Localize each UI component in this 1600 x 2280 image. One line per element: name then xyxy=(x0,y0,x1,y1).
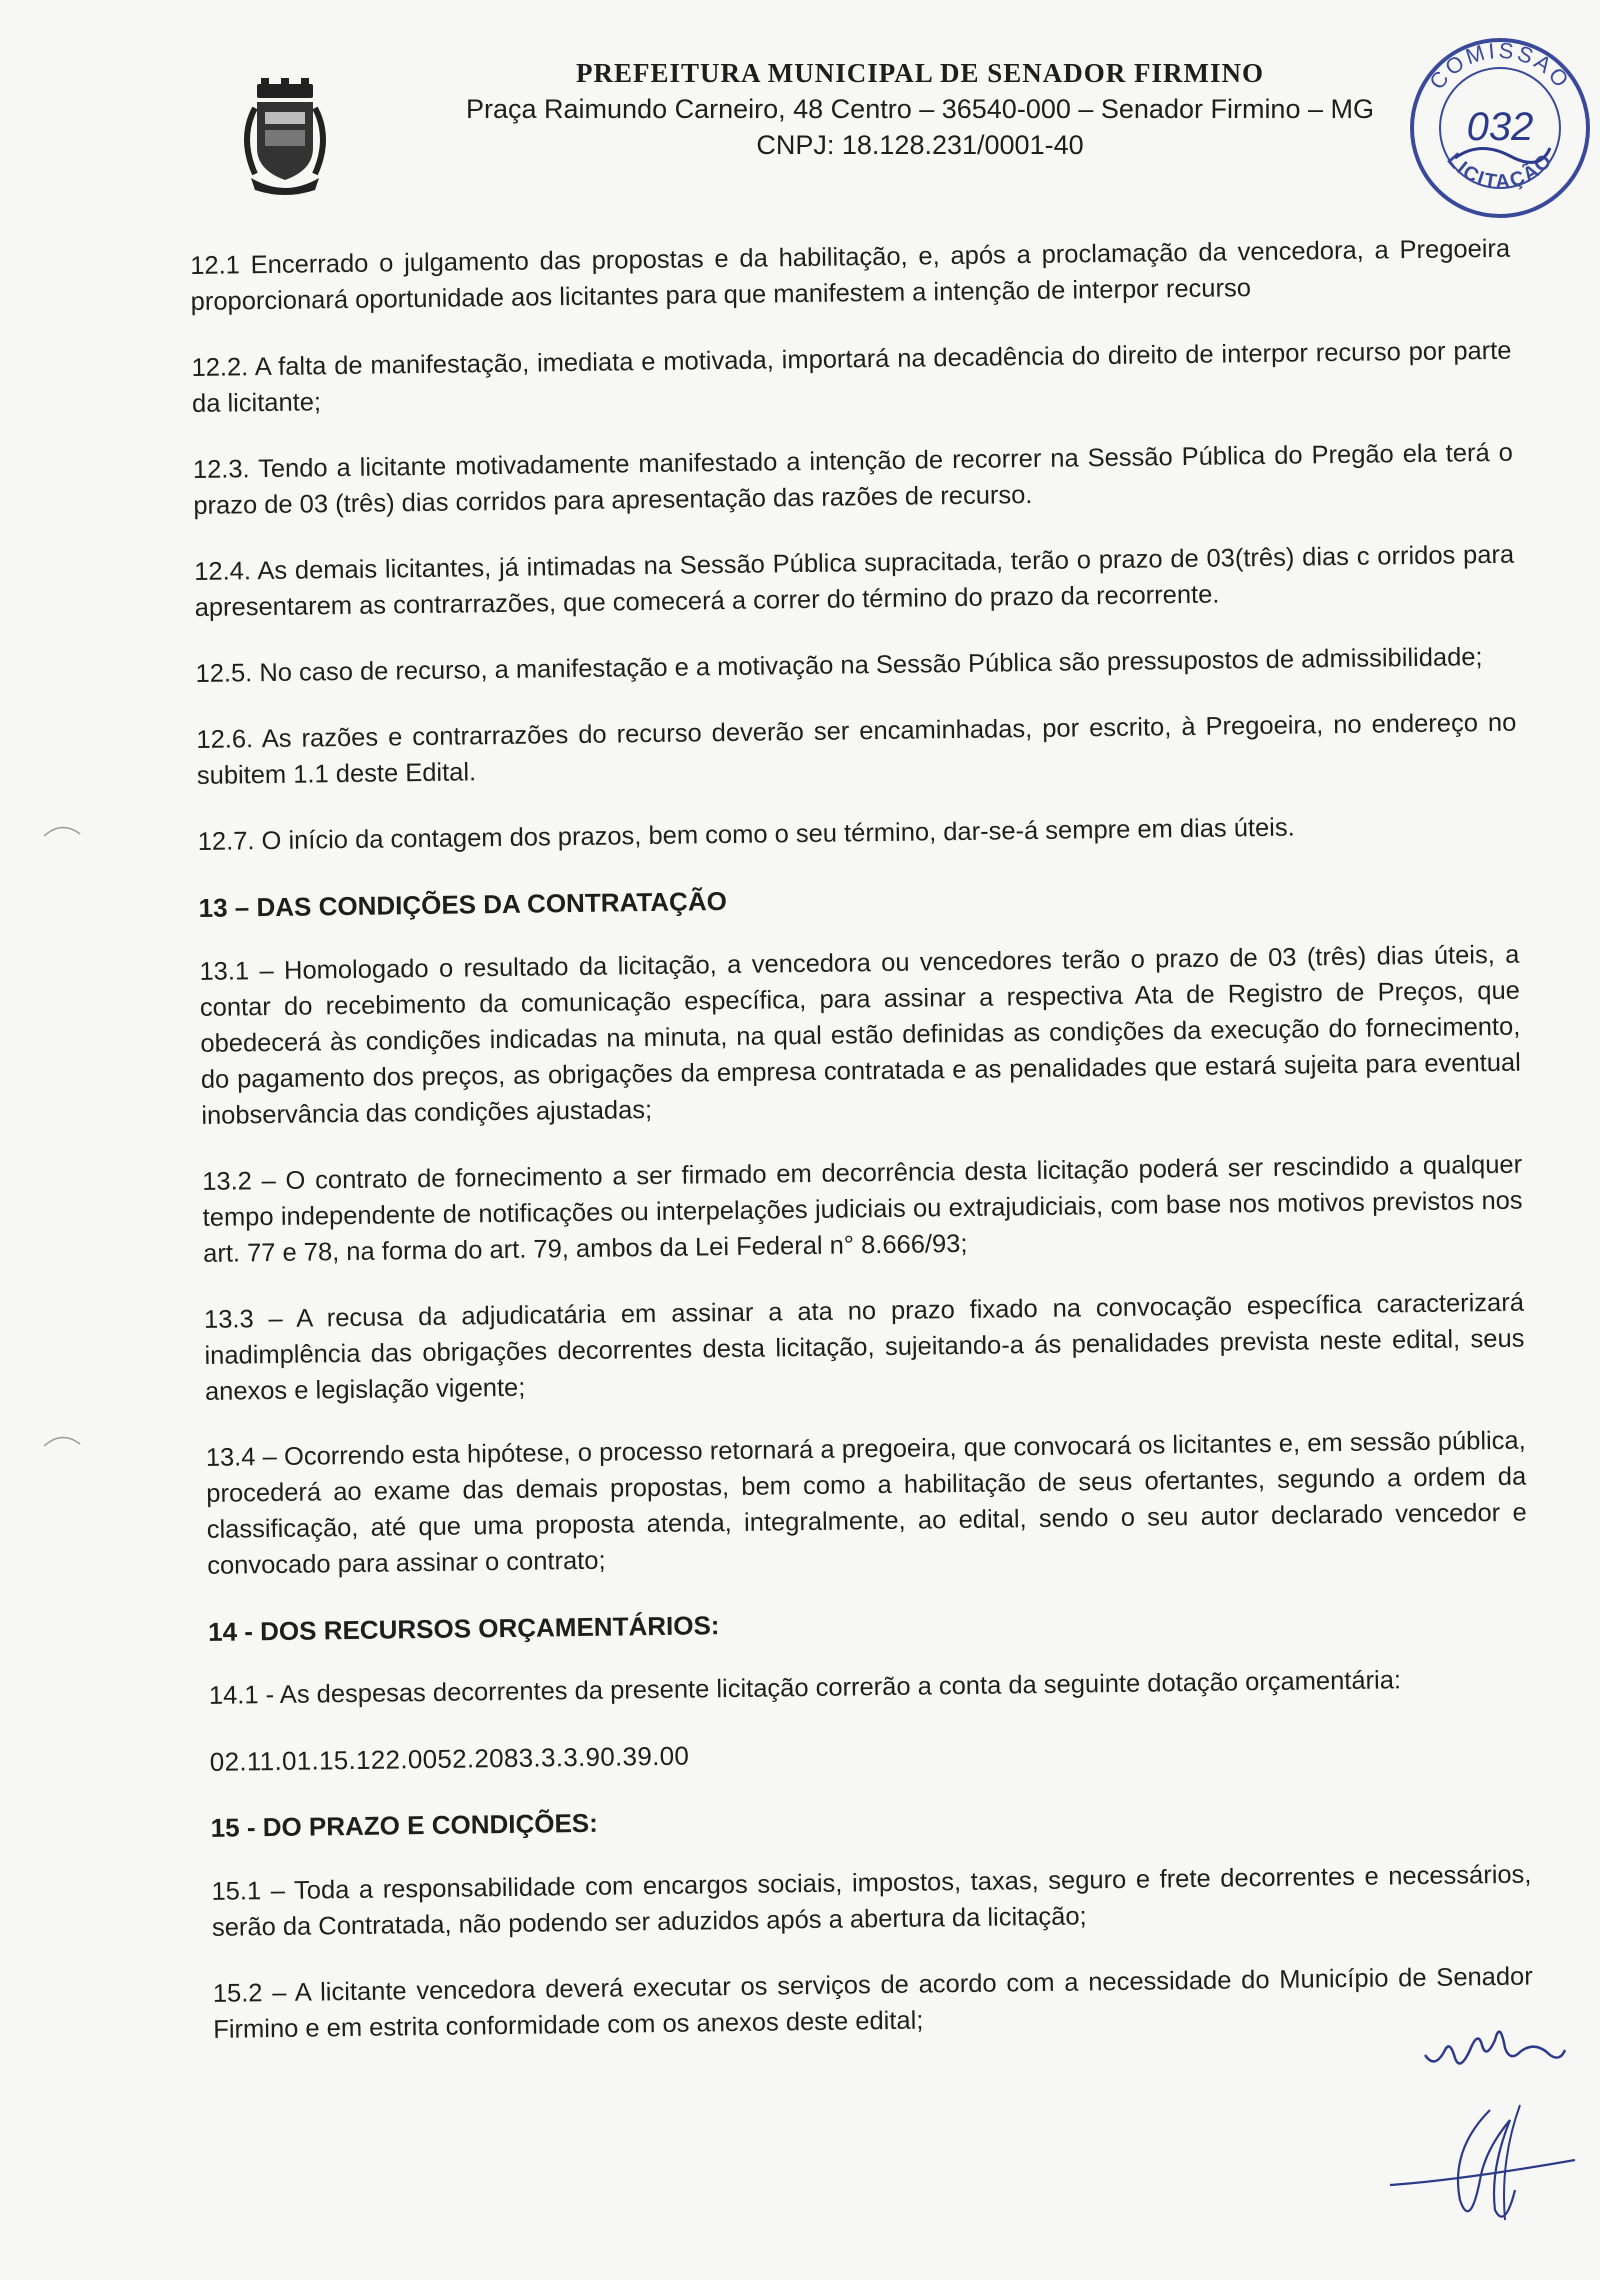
commission-seal-icon xyxy=(1400,28,1600,228)
municipal-coat-of-arms-icon xyxy=(235,78,335,198)
organization-name: PREFEITURA MUNICIPAL DE SENADOR FIRMINO xyxy=(575,58,1265,88)
organization-address: Praça Raimundo Carneiro, 48 Centro – 36540-000 – Senador Firmino – MG xyxy=(466,94,1374,124)
paragraph-12-3: 12.3. Tendo a licitante motivadamente manifestado a intenção de recorrer na Sessão Pública do Pregão ela terá o prazo de 03 (três) dias corridos para apresentação das razões de recurso. xyxy=(192,438,1513,520)
stamp-bottom-text: LICITAÇÃO xyxy=(1442,148,1558,194)
budget-allocation-code: 02.11.01.15.122.0052.2083.3.3.90.39.00 xyxy=(209,1740,690,1777)
paragraph-13-4: 13.4 – Ocorrendo esta hipótese, o processo retornará a pregoeira, que convocará os licitantes e, em sessão pública, procederá ao exame das demais propostas, bem como a habilitação de seus ofertantes, segundo a ordem da classificação, até que uma proposta atenda, integralmente, ao edital, sendo o seu autor declarado vencedor e convocado para assinar o contrato; xyxy=(205,1426,1527,1580)
handwritten-signature-icon xyxy=(1380,2090,1580,2240)
paragraph-15-2: 15.2 – A licitante vencedora deverá executar os serviços de acordo com a necessidade do Município de Senador Firmino e em estrita conformidade com os anexos deste edital; xyxy=(212,1962,1533,2044)
section-14-title: 14 - DOS RECURSOS ORÇAMENTÁRIOS: xyxy=(207,1610,720,1647)
paragraph-12-6: 12.6. As razões e contrarrazões do recurso deverão ser encaminhadas, por escrito, à Pregoeira, no endereço no subitem 1.1 deste Edital. xyxy=(196,708,1517,790)
organization-cnpj: CNPJ: 18.128.231/0001-40 xyxy=(756,130,1084,160)
stamp-top-text: COMISSÃO xyxy=(1424,37,1576,95)
stamp-number: 032 xyxy=(1466,105,1534,149)
punch-hole-mark-icon xyxy=(42,1430,82,1450)
paragraph-12-7: 12.7. O início da contagem dos prazos, bem como o seu término, dar-se-á sempre em dias úteis. xyxy=(197,813,1295,856)
section-13-title: 13 – DAS CONDIÇÕES DA CONTRATAÇÃO xyxy=(198,886,728,923)
handwritten-initials-icon xyxy=(1420,2000,1570,2090)
paragraph-12-2: 12.2. A falta de manifestação, imediata e motivada, importará na decadência do direito de interpor recurso por parte da licitante; xyxy=(191,336,1512,418)
letterhead xyxy=(420,58,1420,163)
punch-hole-mark-icon xyxy=(42,820,82,840)
svg-text:COMISSÃO xyxy=(1424,38,1575,95)
paragraph-12-5: 12.5. No caso de recurso, a manifestação e a motivação na Sessão Pública são pressupostos de admissibilidade; xyxy=(195,643,1483,688)
paragraph-13-2: 13.2 – O contrato de fornecimento a ser firmado em decorrência desta licitação poderá ser rescindido a qualquer tempo independente de notificações ou interpelações judiciais ou extrajudiciais, com base nos motivos previstos nos art. 77 e 78, na forma do art. 79, ambos da Lei Federal n° 8.666/93; xyxy=(202,1150,1523,1268)
document-body xyxy=(190,231,1534,2078)
paragraph-14-1: 14.1 - As despesas decorrentes da presente licitação correrão a conta da seguinte dotação orçamentária: xyxy=(208,1666,1402,1710)
paragraph-12-4: 12.4. As demais licitantes, já intimadas na Sessão Pública supracitada, terão o prazo de 03(três) dias c orridos para apresentarem as contrarrazões, que comecerá a correr do término do prazo da recorrente. xyxy=(194,540,1515,622)
paragraph-15-1: 15.1 – Toda a responsabilidade com encargos sociais, impostos, taxas, seguro e frete decorrentes e necessários, serão da Contratada, não podendo ser aduzidos após a abertura da licitação; xyxy=(211,1860,1532,1942)
section-15-title: 15 - DO PRAZO E CONDIÇÕES: xyxy=(210,1807,599,1843)
paragraph-13-3: 13.3 – A recusa da adjudicatária em assinar a ata no prazo fixado na convocação específica caracterizará inadimplência das obrigações decorrentes desta licitação, sujeitando-a ás penalidades prevista neste edital, seus anexos e legislação vigente; xyxy=(203,1288,1525,1406)
paragraph-13-1: 13.1 – Homologado o resultado da licitação, a vencedora ou vencedores terão o prazo de 03 (três) dias úteis, a contar do recebimento da comunicação específica, para assinar a respectiva Ata de Registro de Preços, que obedecerá às condições indicadas na minuta, na qual estão definidas as condições da execução do fornecimento, do pagamento dos preços, as obrigações da empresa contratada e as penalidades que estará sujeita para eventual inobservância das condições ajustadas; xyxy=(199,940,1521,1130)
paragraph-12-1: 12.1 Encerrado o julgamento das propostas e da habilitação, e, após a proclamação da vencedora, a Pregoeira proporcionará oportunidade aos licitantes para que manifestem a intenção de interpor recurso xyxy=(190,234,1511,316)
